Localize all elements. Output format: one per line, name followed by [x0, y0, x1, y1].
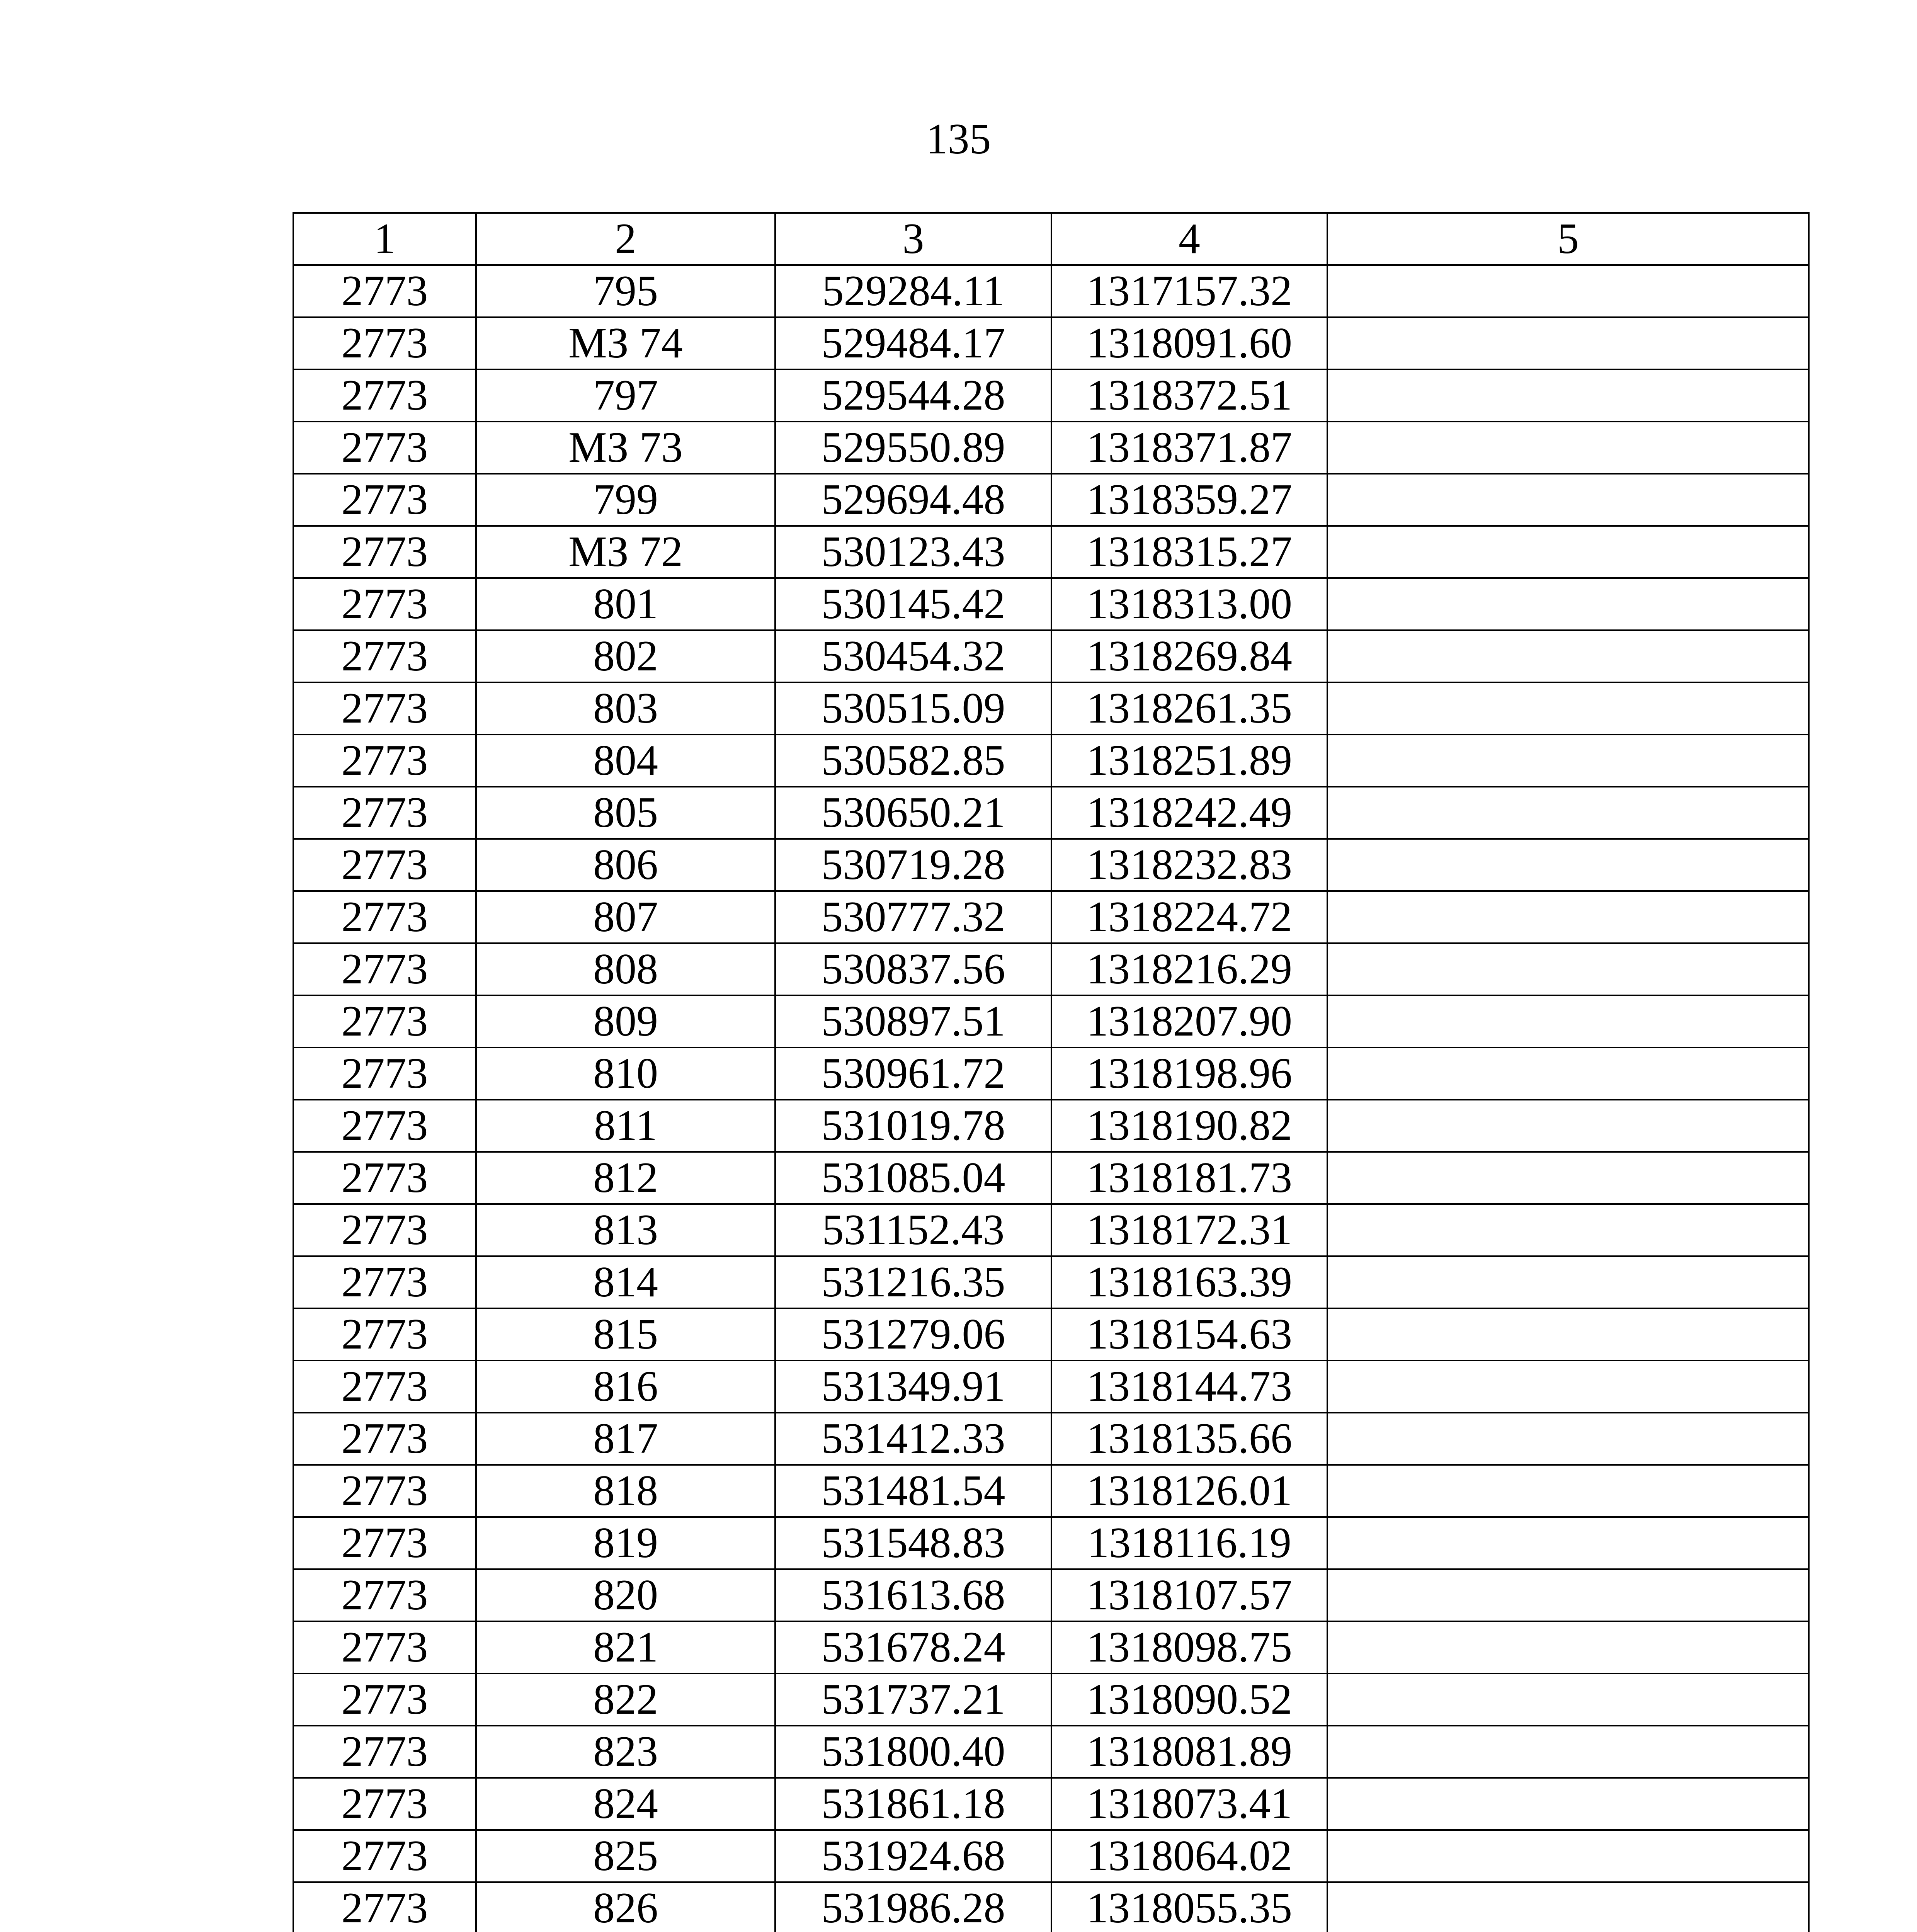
- table-row: [293, 422, 1809, 474]
- table-cell: 531412.33: [775, 1413, 1051, 1465]
- table-cell: 1318190.82: [1051, 1100, 1327, 1152]
- table-cell: [1327, 1778, 1809, 1830]
- table-cell: 819: [476, 1517, 775, 1569]
- table-cell: 2773: [293, 943, 476, 995]
- table-cell: [1327, 1882, 1809, 1932]
- table-cell: 1318135.66: [1051, 1413, 1327, 1465]
- table-cell: МЗ 73: [476, 422, 775, 474]
- table-cell: 2773: [293, 1152, 476, 1204]
- table-cell: 808: [476, 943, 775, 995]
- table-cell: 530145.42: [775, 578, 1051, 630]
- table-cell: 806: [476, 839, 775, 891]
- table-cell: [1327, 1517, 1809, 1569]
- table-cell: [1327, 1830, 1809, 1882]
- table-cell: 531152.43: [775, 1204, 1051, 1256]
- table-cell: [1327, 839, 1809, 891]
- table-row: [293, 735, 1809, 787]
- table-cell: 2773: [293, 1256, 476, 1308]
- table-cell: 2773: [293, 1621, 476, 1673]
- table-cell: 2773: [293, 1517, 476, 1569]
- table-row: [293, 1673, 1809, 1726]
- table-row: [293, 943, 1809, 995]
- table-row: [293, 1517, 1809, 1569]
- table-cell: [1327, 787, 1809, 839]
- table-cell: 2773: [293, 1569, 476, 1621]
- table-cell: 2773: [293, 1100, 476, 1152]
- table-cell: [1327, 578, 1809, 630]
- table-cell: 531085.04: [775, 1152, 1051, 1204]
- table-cell: 812: [476, 1152, 775, 1204]
- table-cell: 1318269.84: [1051, 630, 1327, 682]
- table-cell: 2773: [293, 787, 476, 839]
- table-cell: [1327, 682, 1809, 735]
- table-cell: 530454.32: [775, 630, 1051, 682]
- table-cell: [1327, 317, 1809, 369]
- table-cell: 530897.51: [775, 995, 1051, 1048]
- table-cell: 2773: [293, 1048, 476, 1100]
- table-cell: [1327, 943, 1809, 995]
- table-row: [293, 1361, 1809, 1413]
- table-cell: 799: [476, 474, 775, 526]
- table-cell: 1318372.51: [1051, 369, 1327, 422]
- table-cell: 825: [476, 1830, 775, 1882]
- table-cell: 530515.09: [775, 682, 1051, 735]
- table-cell: 1318064.02: [1051, 1830, 1327, 1882]
- table-row: [293, 891, 1809, 943]
- table-cell: 1318181.73: [1051, 1152, 1327, 1204]
- table-cell: 1318207.90: [1051, 995, 1327, 1048]
- table-cell: 2773: [293, 1361, 476, 1413]
- table-cell: [1327, 891, 1809, 943]
- table-cell: 1318251.89: [1051, 735, 1327, 787]
- table-cell: 1318107.57: [1051, 1569, 1327, 1621]
- table-header-row: [293, 213, 1809, 265]
- table-cell: 821: [476, 1621, 775, 1673]
- table-cell: [1327, 1621, 1809, 1673]
- table-cell: 813: [476, 1204, 775, 1256]
- table-cell: 826: [476, 1882, 775, 1932]
- table-cell: 529544.28: [775, 369, 1051, 422]
- table-cell: 531924.68: [775, 1830, 1051, 1882]
- table-cell: 811: [476, 1100, 775, 1152]
- table-row: [293, 1778, 1809, 1830]
- column-header: 3: [775, 213, 1051, 265]
- table-cell: [1327, 1361, 1809, 1413]
- table-cell: [1327, 1673, 1809, 1726]
- table-cell: 2773: [293, 1204, 476, 1256]
- table-cell: 529484.17: [775, 317, 1051, 369]
- table-cell: 815: [476, 1308, 775, 1361]
- table-cell: 1318313.00: [1051, 578, 1327, 630]
- table-cell: 1318154.63: [1051, 1308, 1327, 1361]
- table-cell: 2773: [293, 1882, 476, 1932]
- table-body: [293, 265, 1809, 1932]
- table-cell: 807: [476, 891, 775, 943]
- table-row: [293, 630, 1809, 682]
- table-cell: 531548.83: [775, 1517, 1051, 1569]
- table-row: [293, 995, 1809, 1048]
- table-cell: 2773: [293, 630, 476, 682]
- table-cell: [1327, 1100, 1809, 1152]
- table-cell: 804: [476, 735, 775, 787]
- table-cell: 2773: [293, 1726, 476, 1778]
- table-cell: 531800.40: [775, 1726, 1051, 1778]
- table-row: [293, 265, 1809, 317]
- table-cell: [1327, 1413, 1809, 1465]
- table-cell: 1318163.39: [1051, 1256, 1327, 1308]
- table-row: [293, 1256, 1809, 1308]
- table-cell: 816: [476, 1361, 775, 1413]
- table-row: [293, 1048, 1809, 1100]
- table-cell: [1327, 1048, 1809, 1100]
- table-cell: 531349.91: [775, 1361, 1051, 1413]
- table-row: [293, 787, 1809, 839]
- table-cell: [1327, 474, 1809, 526]
- table-cell: 2773: [293, 422, 476, 474]
- table-cell: 2773: [293, 1308, 476, 1361]
- table-cell: 1318359.27: [1051, 474, 1327, 526]
- table-cell: 2773: [293, 839, 476, 891]
- table-cell: [1327, 630, 1809, 682]
- table-cell: 530123.43: [775, 526, 1051, 578]
- table-row: [293, 1204, 1809, 1256]
- table-cell: 801: [476, 578, 775, 630]
- table-cell: 1318224.72: [1051, 891, 1327, 943]
- table-cell: 824: [476, 1778, 775, 1830]
- table-cell: 809: [476, 995, 775, 1048]
- table-cell: 530961.72: [775, 1048, 1051, 1100]
- table-cell: 531613.68: [775, 1569, 1051, 1621]
- table-cell: 2773: [293, 1673, 476, 1726]
- table-cell: 1318232.83: [1051, 839, 1327, 891]
- table-cell: [1327, 1465, 1809, 1517]
- table-row: [293, 1882, 1809, 1932]
- table-row: [293, 1152, 1809, 1204]
- table-cell: [1327, 735, 1809, 787]
- table-cell: 1318315.27: [1051, 526, 1327, 578]
- table-cell: 2773: [293, 474, 476, 526]
- table-cell: 2773: [293, 891, 476, 943]
- table-cell: [1327, 422, 1809, 474]
- table-cell: 531019.78: [775, 1100, 1051, 1152]
- table-cell: 530582.85: [775, 735, 1051, 787]
- table-row: [293, 1569, 1809, 1621]
- table-cell: 530837.56: [775, 943, 1051, 995]
- table-cell: 802: [476, 630, 775, 682]
- table-cell: 817: [476, 1413, 775, 1465]
- table-cell: 1318198.96: [1051, 1048, 1327, 1100]
- table-cell: 2773: [293, 1778, 476, 1830]
- table-cell: 531481.54: [775, 1465, 1051, 1517]
- table-row: [293, 369, 1809, 422]
- table-cell: 823: [476, 1726, 775, 1778]
- table-cell: 1318055.35: [1051, 1882, 1327, 1932]
- table-cell: 1318261.35: [1051, 682, 1327, 735]
- table-cell: 818: [476, 1465, 775, 1517]
- table-cell: [1327, 995, 1809, 1048]
- table-cell: 805: [476, 787, 775, 839]
- table-cell: 822: [476, 1673, 775, 1726]
- table-cell: 531279.06: [775, 1308, 1051, 1361]
- table-cell: 529694.48: [775, 474, 1051, 526]
- table-cell: 2773: [293, 1413, 476, 1465]
- table-cell: 2773: [293, 1465, 476, 1517]
- table-cell: 531986.28: [775, 1882, 1051, 1932]
- table-cell: 810: [476, 1048, 775, 1100]
- table-row: [293, 578, 1809, 630]
- table-cell: 2773: [293, 1830, 476, 1882]
- table-cell: 1318091.60: [1051, 317, 1327, 369]
- table-cell: 529550.89: [775, 422, 1051, 474]
- table-cell: 1318371.87: [1051, 422, 1327, 474]
- table-cell: МЗ 74: [476, 317, 775, 369]
- table-cell: 1318090.52: [1051, 1673, 1327, 1726]
- table-cell: [1327, 1569, 1809, 1621]
- table-cell: 531216.35: [775, 1256, 1051, 1308]
- table-row: [293, 317, 1809, 369]
- table-cell: 1318081.89: [1051, 1726, 1327, 1778]
- table-row: [293, 682, 1809, 735]
- table-row: [293, 1726, 1809, 1778]
- table-row: [293, 1621, 1809, 1673]
- table-row: [293, 1830, 1809, 1882]
- table-cell: 1318073.41: [1051, 1778, 1327, 1830]
- table-cell: 820: [476, 1569, 775, 1621]
- table-cell: 1318098.75: [1051, 1621, 1327, 1673]
- table-row: [293, 839, 1809, 891]
- table-cell: 529284.11: [775, 265, 1051, 317]
- table-cell: 531737.21: [775, 1673, 1051, 1726]
- coordinates-table: [293, 212, 1810, 1932]
- table-row: [293, 474, 1809, 526]
- table-cell: [1327, 526, 1809, 578]
- table-cell: 1318242.49: [1051, 787, 1327, 839]
- table-cell: [1327, 1726, 1809, 1778]
- table-cell: 2773: [293, 735, 476, 787]
- table-cell: 2773: [293, 369, 476, 422]
- table-cell: 2773: [293, 995, 476, 1048]
- table-cell: 530650.21: [775, 787, 1051, 839]
- table-row: [293, 1308, 1809, 1361]
- table-cell: 531861.18: [775, 1778, 1051, 1830]
- table-cell: 1318116.19: [1051, 1517, 1327, 1569]
- table-cell: 814: [476, 1256, 775, 1308]
- table-row: [293, 1413, 1809, 1465]
- table-cell: 2773: [293, 682, 476, 735]
- table-cell: 530777.32: [775, 891, 1051, 943]
- column-header: 4: [1051, 213, 1327, 265]
- table-row: [293, 526, 1809, 578]
- page-number: 135: [926, 115, 991, 163]
- table-cell: 2773: [293, 317, 476, 369]
- table-cell: 1318144.73: [1051, 1361, 1327, 1413]
- table-cell: 1318216.29: [1051, 943, 1327, 995]
- table-cell: 1318172.31: [1051, 1204, 1327, 1256]
- table-cell: 530719.28: [775, 839, 1051, 891]
- table-cell: 2773: [293, 578, 476, 630]
- table-cell: 2773: [293, 526, 476, 578]
- table-cell: 2773: [293, 265, 476, 317]
- table-cell: [1327, 1204, 1809, 1256]
- table-cell: 795: [476, 265, 775, 317]
- table-cell: 1317157.32: [1051, 265, 1327, 317]
- table-row: [293, 1465, 1809, 1517]
- table-cell: [1327, 1152, 1809, 1204]
- table-cell: 1318126.01: [1051, 1465, 1327, 1517]
- table-cell: 803: [476, 682, 775, 735]
- column-header: 2: [476, 213, 775, 265]
- table-cell: МЗ 72: [476, 526, 775, 578]
- column-header: 5: [1327, 213, 1809, 265]
- table-cell: [1327, 1308, 1809, 1361]
- table-cell: 531678.24: [775, 1621, 1051, 1673]
- column-header: 1: [293, 213, 476, 265]
- table-cell: [1327, 369, 1809, 422]
- table-row: [293, 1100, 1809, 1152]
- table-cell: [1327, 1256, 1809, 1308]
- table-cell: 797: [476, 369, 775, 422]
- table-cell: [1327, 265, 1809, 317]
